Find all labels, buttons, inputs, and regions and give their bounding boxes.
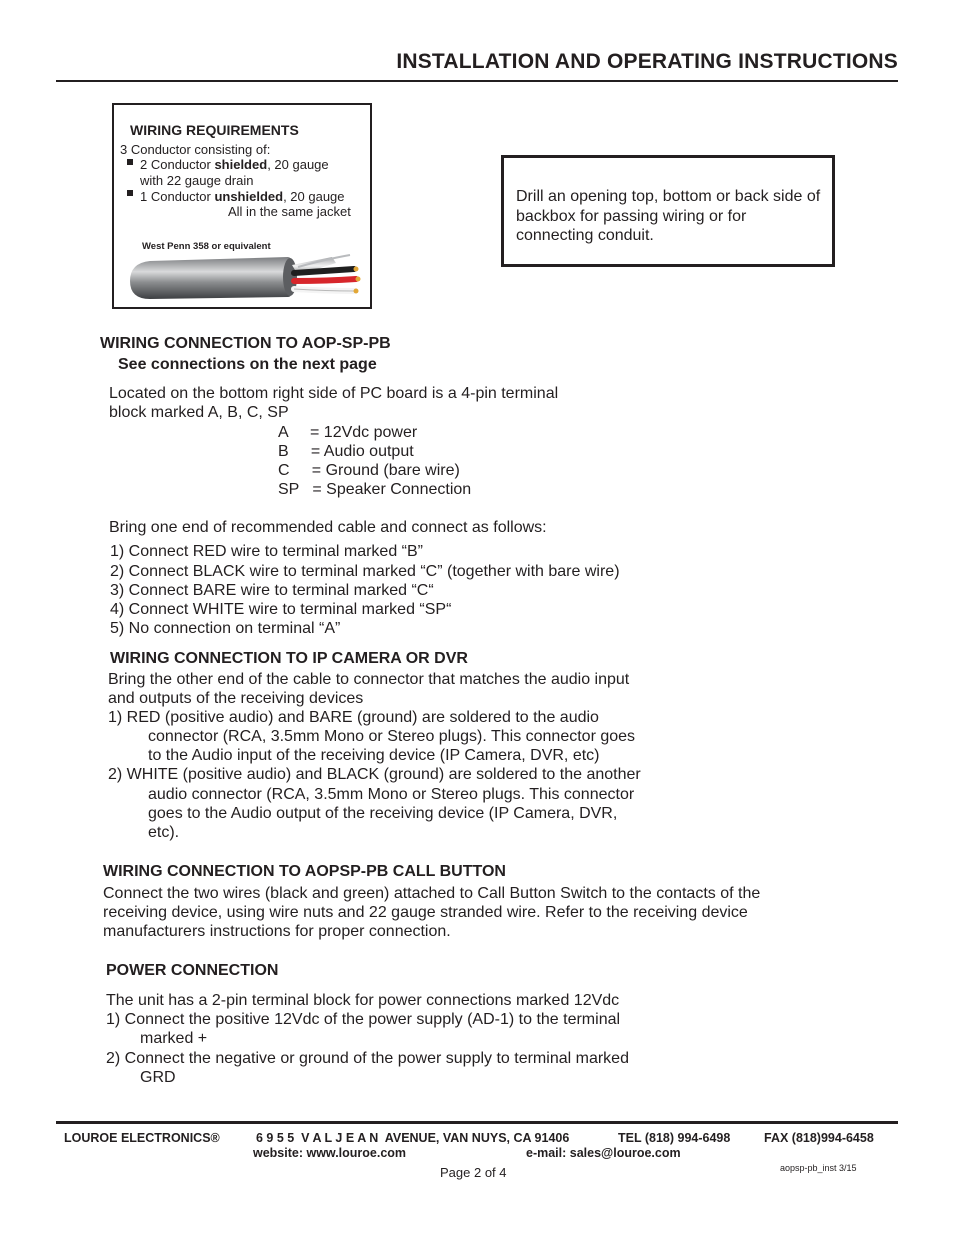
paragraph-line: block marked A, B, C, SP: [109, 404, 289, 421]
wiring-requirements-intro: 3 Conductor consisting of:: [120, 142, 271, 157]
paragraph-line: audio connector (RCA, 3.5mm Mono or Stereo plugs. This connector: [148, 786, 635, 803]
section-title-call-button: WIRING CONNECTION TO AOPSP-PB CALL BUTTON: [103, 863, 506, 880]
cable-label: West Penn 358 or equivalent: [142, 241, 271, 252]
drill-note-text: Drill an opening top, bottom or back side of backbox for passing wiring or for connecting conduit.: [516, 188, 821, 244]
paragraph-line: Located on the bottom right side of PC board is a 4-pin terminal: [109, 385, 559, 402]
footer-website-link[interactable]: website: www.louroe.com: [253, 1146, 407, 1160]
drill-note-box: [501, 155, 835, 267]
wiring-requirements-box: [112, 103, 372, 309]
list-item: 5) No connection on terminal “A”: [110, 620, 341, 637]
paragraph-line: and outputs of the receiving devices: [108, 690, 364, 707]
paragraph-line: Bring one end of recommended cable and connect as follows:: [109, 519, 547, 536]
list-item: 1) Connect RED wire to terminal marked “B”: [110, 543, 423, 560]
paragraph-line: Connect the two wires (black and green) attached to Call Button Switch to the contacts of the: [103, 885, 761, 902]
terminal-item: B = Audio output: [278, 443, 414, 460]
document-id: aopsp-pb_inst 3/15: [780, 1163, 857, 1173]
page-number: Page 2 of 4: [440, 1165, 507, 1180]
cable-illustration-icon: [122, 251, 368, 305]
paragraph-line: GRD: [140, 1069, 176, 1086]
header-divider: [56, 80, 898, 82]
footer-fax: FAX (818)994-6458: [764, 1131, 874, 1145]
footer-address: 6 9 5 5 V A L J E A N AVENUE, VAN NUYS, CA 91406: [256, 1131, 570, 1145]
footer-company: LOUROE ELECTRONICS®: [64, 1131, 220, 1145]
footer-divider: [56, 1121, 898, 1124]
paragraph-line: goes to the Audio output of the receiving device (IP Camera, DVR,: [148, 805, 618, 822]
terminal-item: C = Ground (bare wire): [278, 462, 460, 479]
paragraph-line: manufacturers instructions for proper connection.: [103, 923, 451, 940]
paragraph-line: connector (RCA, 3.5mm Mono or Stereo plugs). This connector goes: [148, 728, 636, 745]
section-title-aop-sp-pb: WIRING CONNECTION TO AOP-SP-PB: [100, 335, 391, 352]
bullet-icon: [127, 190, 133, 196]
list-item: 2) WHITE (positive audio) and BLACK (ground) are soldered to the another: [108, 766, 641, 783]
list-item: 4) Connect WHITE wire to terminal marked “SP“: [110, 601, 452, 618]
list-item: 3) Connect BARE wire to terminal marked “C“: [110, 582, 434, 599]
section-title-power: POWER CONNECTION: [106, 962, 279, 979]
terminal-item: SP = Speaker Connection: [278, 481, 472, 498]
bullet-icon: [127, 159, 133, 165]
list-item: 2) Connect the negative or ground of the power supply to terminal marked: [106, 1050, 629, 1067]
list-item: 2) Connect BLACK wire to terminal marked “C” (together with bare wire): [110, 563, 620, 580]
wiring-requirements-title: WIRING REQUIREMENTS: [130, 122, 299, 138]
footer-phone: TEL (818) 994-6498: [618, 1131, 731, 1145]
list-item: 1) Connect the positive 12Vdc of the power supply (AD-1) to the terminal: [106, 1011, 621, 1028]
paragraph-line: etc).: [148, 824, 180, 841]
wiring-requirement-unshielded: 1 Conductor unshielded, 20 gauge: [140, 189, 345, 204]
section-title-ip-camera: WIRING CONNECTION TO IP CAMERA OR DVR: [110, 650, 468, 667]
wiring-requirement-drain: with 22 gauge drain: [140, 173, 254, 188]
footer-email-link[interactable]: e-mail: sales@louroe.com: [526, 1146, 681, 1160]
wiring-requirement-jacket: All in the same jacket: [228, 204, 351, 219]
list-item: 1) RED (positive audio) and BARE (ground) are soldered to the audio: [108, 709, 599, 726]
terminal-item: A = 12Vdc power: [278, 424, 418, 441]
paragraph-line: The unit has a 2-pin terminal block for power connections marked 12Vdc: [106, 992, 620, 1009]
section-subtitle: See connections on the next page: [118, 356, 377, 373]
paragraph-line: marked +: [140, 1030, 208, 1047]
wiring-requirement-shielded: 2 Conductor shielded, 20 gauge: [140, 157, 329, 172]
paragraph-line: receiving device, using wire nuts and 22 gauge stranded wire. Refer to the receiving device: [103, 904, 748, 921]
paragraph-line: to the Audio input of the receiving device (IP Camera, DVR, etc): [148, 747, 600, 764]
page-title: INSTALLATION AND OPERATING INSTRUCTIONS: [396, 50, 898, 73]
paragraph-line: Bring the other end of the cable to connector that matches the audio input: [108, 671, 630, 688]
